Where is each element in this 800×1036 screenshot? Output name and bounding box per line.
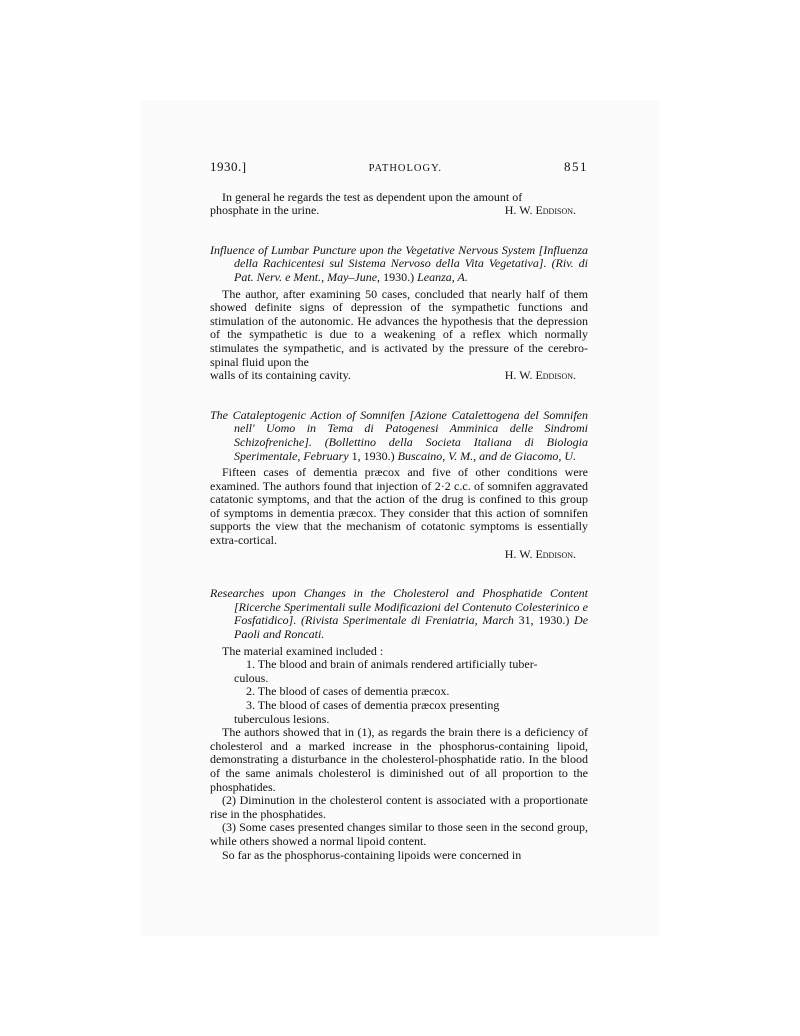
signature: H. W. Eddison.: [504, 546, 576, 561]
article-title-text: Researches upon Changes in the Cholesterol and Phosphatide Content [Ricerche Sperimentali sulle Modificazioni del Contenuto Colesterinico e Fosfatidico].: [210, 586, 588, 628]
article-citation-year: 1930.): [383, 269, 415, 284]
intro-paragraph: [210, 191, 588, 205]
list-item-text: The blood of cases of dementia præcox.: [257, 684, 450, 699]
article-body: [210, 466, 588, 548]
running-head: [210, 160, 588, 176]
article-authors: Leanza, A.: [417, 269, 468, 284]
list-item-continuation: tuberculous lesions.: [234, 711, 330, 726]
list-item-number: 2.: [246, 684, 255, 699]
article-paragraph: The authors showed that in (1), as regards the brain there is a deficiency of cholesterol and a marked increase in the phosphorus-containing lipoid, demonstrating a disturbance in the cholesterol-phosphatide ratio. In the blood of the same animals cholesterol is diminished out of all proportion to the phosphatides.: [210, 725, 588, 794]
article-paragraph: So far as the phosphorus-containing lipoids were concerned in: [222, 847, 522, 862]
intro-signature-line: [210, 204, 588, 218]
article-citation-date: 1, 1930.): [351, 448, 395, 463]
article-title: [210, 587, 588, 641]
article-authors: Buscaino, V. M., and de Giacomo, U.: [397, 448, 577, 463]
list-item-number: 1.: [246, 657, 255, 672]
list-item-number: 3.: [246, 698, 255, 712]
list-item: [210, 699, 588, 726]
article-citation: (Rivista Sperimentale di Freniatria, March: [301, 613, 514, 628]
intro-text-end: phosphate in the urine.: [210, 203, 320, 218]
article-title: [210, 409, 588, 463]
article-citation-date: 31, 1930.): [518, 613, 570, 628]
article-title: [210, 244, 588, 285]
article-title-text: The Cataleptogenic Action of Somnifen [Azione Catalettogena del Somnifen nell' Uomo in Tema di Patogenesi Amminica delle Sindromi Schizofreniche].: [210, 407, 588, 449]
article-citation: (Riv. di Pat. Nerv. e Ment., May–June,: [234, 256, 589, 284]
article-paragraph: (2) Diminution in the cholesterol content is associated with a proportionate rise in the phosphatides.: [210, 793, 588, 821]
signature: H. W. Eddison.: [504, 368, 576, 383]
list-item-text: The blood of cases of dementia præcox presenting: [257, 698, 500, 712]
article-signature-line: [210, 369, 588, 383]
article-signature-line: [210, 548, 588, 562]
signature: H. W. Eddison.: [504, 203, 576, 218]
article-body-text: Fifteen cases of dementia præcox and five of other conditions were examined. The authors found that injection of 2·2 c.c. of somnifen aggravated catatonic symptoms, and that the action of the drug is confined to this group of symptoms in dementia præcox. They consider that this action of somnifen supports the view that the mechanism of cotatonic symptoms is essentially extra-cortical.: [210, 465, 588, 548]
article-authors: De Paoli and Roncati.: [234, 613, 589, 642]
intro-text: In general he regards the test as dependent upon the amount of: [222, 189, 523, 204]
article-title-text: Influence of Lumbar Puncture upon the Vegetative Nervous System [Influenza della Rachicentesi sul Sistema Nervoso della Vita Vegetativa].: [210, 242, 588, 271]
article-paragraph: (3) Some cases presented changes similar to those seen in the second group, while others showed a normal lipoid content.: [210, 820, 588, 848]
article-citation: (Bollettino della Societa Italiana di Biologia Sperimentale, February: [234, 434, 588, 463]
article-body: [210, 288, 588, 370]
article-body-text: The author, after examining 50 cases, concluded that nearly half of them showed definite signs of depression of the sympathetic functions and stimulation of the autonomic. He advances the hypothesis that the depression of the sympathetic is due to a weakening of a reflex which normally stimulates the sympathetic, and is activated by the pressure of the cerebro-spinal fluid upon the: [210, 286, 588, 369]
list-item-continuation: culous.: [234, 670, 269, 685]
list-item: [210, 685, 588, 699]
running-head-title: PATHOLOGY.: [368, 163, 442, 174]
list-intro: The material examined included :: [222, 643, 384, 658]
page-number: 851: [564, 159, 588, 174]
list-item-text: The blood and brain of animals rendered artificially tuber-: [257, 657, 538, 672]
list-item: [210, 658, 588, 685]
article-body-end: walls of its containing cavity.: [210, 368, 351, 383]
document-page: [210, 160, 588, 862]
running-head-year: 1930.]: [210, 159, 247, 174]
